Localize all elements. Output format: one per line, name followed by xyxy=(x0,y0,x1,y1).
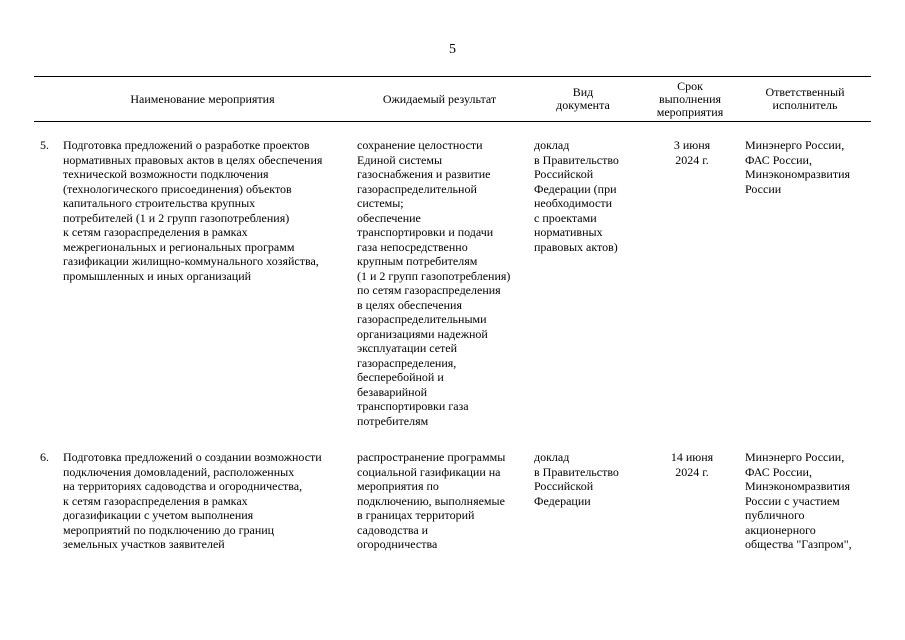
header-bottom-rule xyxy=(34,121,871,122)
row-responsible: Минэнерго России, ФАС России, Минэкономразвития России с участием публичного акционерного общества "Газпром", xyxy=(745,450,852,551)
row-name: Подготовка предложений о создании возможности подключения домовладений, расположенных на территориях садоводства и огородничества, к сетям газораспределения в рамках догазификации с учетом выполнения мероприятий по подключению до границ земельных участков заявителей xyxy=(63,450,322,551)
header-responsible xyxy=(745,78,865,120)
table-top-rule xyxy=(34,76,871,77)
row-number: 6. xyxy=(40,450,49,464)
row-doc-type: доклад в Правительство Российской Федерации (при необходимости с проектами нормативных правовых актов) xyxy=(534,138,619,254)
row-number: 5. xyxy=(40,138,49,152)
row-name: Подготовка предложений о разработке проектов нормативных правовых актов в целях обеспечения технической возможности подключения (технологического присоединения) объектов капитального строительства крупных потребителей (1 и 2 групп газопотребления) к сетям газораспределения в рамках межрегиональных и региональных программ газификации жилищно-коммунального хозяйства, промышленных и иных организаций xyxy=(63,138,323,283)
header-doc-type xyxy=(530,78,636,120)
row-deadline: 14 июня 2024 г. xyxy=(670,450,714,479)
header-name xyxy=(60,78,345,120)
header-deadline-text: Срок выполнения мероприятия xyxy=(656,78,724,119)
header-responsible-text: Ответственный исполнитель xyxy=(765,85,845,112)
header-result xyxy=(352,78,527,120)
row-result: сохранение целостности Единой системы газоснабжения и развитие газораспределительной системы; обеспечение транспортировки и подачи газа непосредственно крупным потребителям (1 и 2 групп газопотребления) по сетям газораспределения в целях обеспечения газораспределительными организациями надежной эксплуатации сетей газораспределения, бесперебойной и безаварийной транспортировки газа потребителям xyxy=(357,138,511,428)
row-result: распространение программы социальной газификации на мероприятия по подключению, выполняемые в границах территорий садоводства и огородничества xyxy=(357,450,506,551)
page-number: 5 xyxy=(449,42,456,57)
row-responsible: Минэнерго России, ФАС России, Минэкономразвития России xyxy=(745,138,851,196)
header-result-text: Ожидаемый результат xyxy=(382,91,497,106)
header-name-text: Наименование мероприятия xyxy=(130,91,275,106)
row-doc-type: доклад в Правительство Российской Федерации xyxy=(534,450,619,508)
header-doc-type-text: Вид документа xyxy=(556,85,610,112)
header-deadline xyxy=(642,78,738,120)
row-deadline: 3 июня 2024 г. xyxy=(673,138,711,167)
